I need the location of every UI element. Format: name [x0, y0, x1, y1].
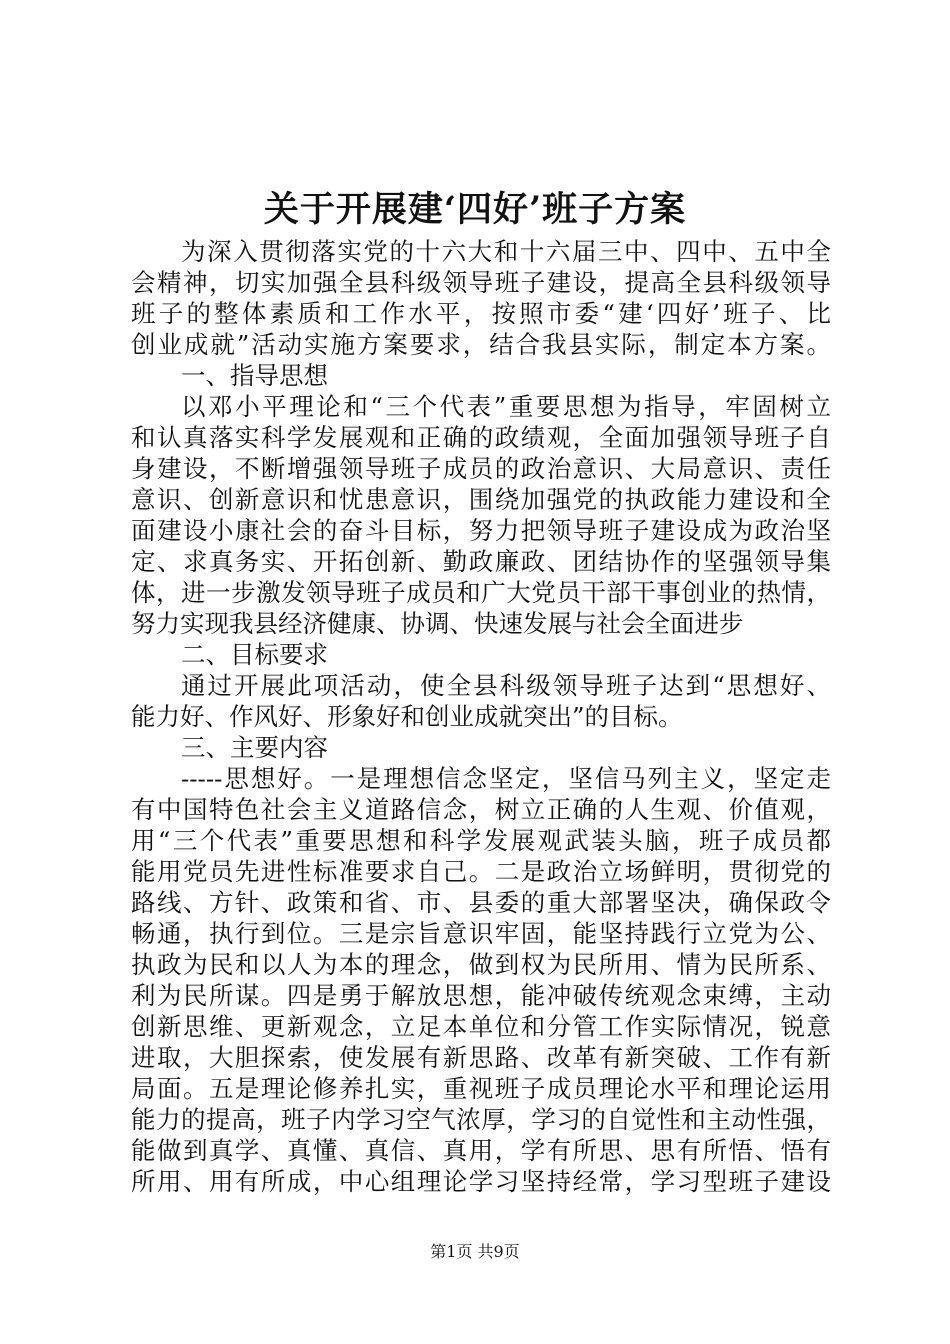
- document-title: 关于开展建‘四好’班子方案: [263, 189, 687, 230]
- paragraph-line: 有中国特色社会主义道路信念，树立正确的人生观、价值观，: [131, 795, 831, 824]
- page-footer: 第1页 共9页: [430, 1242, 520, 1261]
- document-body: [131, 236, 831, 1197]
- paragraph-line: 为深入贯彻落实党的十六大和十六届三中、四中、五中全: [181, 237, 831, 266]
- paragraph-line: 局面。五是理论修养扎实，重视班子成员理论水平和理论运用: [131, 1074, 831, 1103]
- paragraph-line: 和认真落实科学发展观和正确的政绩观，全面加强领导班子自: [131, 423, 831, 452]
- paragraph-line: 能力好、作风好、形象好和创业成就突出”的目标。: [131, 702, 683, 731]
- paragraph-line: 会精神，切实加强全县科级领导班子建设，提高全县科级领导: [131, 268, 831, 297]
- paragraph-line: 通过开展此项活动，使全县科级领导班子达到“思想好、: [181, 671, 831, 700]
- section-heading: 三、主要内容: [181, 733, 328, 762]
- paragraph-line: 意识、创新意识和忧患意识，围绕加强党的执政能力建设和全: [131, 485, 831, 514]
- paragraph-line: 进取，大胆探索，使发展有新思路、改革有新突破、工作有新: [131, 1043, 831, 1072]
- paragraph-line: 身建设，不断增强领导班子成员的政治意识、大局意识、责任: [131, 454, 831, 483]
- paragraph-line: 用“三个代表”重要思想和科学发展观武装头脑，班子成员都: [131, 826, 831, 855]
- paragraph-line: 以邓小平理论和“三个代表”重要思想为指导，牢固树立: [181, 392, 831, 421]
- paragraph-line: 能做到真学、真懂、真信、真用，学有所思、思有所悟、悟有: [131, 1136, 831, 1165]
- paragraph-line: 执政为民和以人为本的理念，做到权为民所用、情为民所系、: [131, 950, 831, 979]
- paragraph-line: 所用、用有所成，中心组理论学习坚持经常，学习型班子建设: [131, 1167, 831, 1196]
- paragraph-line: 创业成就”活动实施方案要求，结合我县实际，制定本方案。: [131, 330, 831, 359]
- paragraph-line: 体，进一步激发领导班子成员和广大党员干部干事创业的热情，: [131, 578, 831, 607]
- paragraph-line: 班子的整体素质和工作水平，按照市委“建‘四好’班子、比: [131, 299, 831, 328]
- paragraph-line: 畅通，执行到位。三是宗旨意识牢固，能坚持践行立党为公、: [131, 919, 831, 948]
- paragraph-line: 定、求真务实、开拓创新、勤政廉政、团结协作的坚强领导集: [131, 547, 831, 576]
- paragraph-line: 努力实现我县经济健康、协调、快速发展与社会全面进步: [131, 609, 744, 638]
- paragraph-line: 面建设小康社会的奋斗目标，努力把领导班子建设成为政治坚: [131, 516, 831, 545]
- paragraph-line: 能力的提高，班子内学习空气浓厚，学习的自觉性和主动性强，: [131, 1105, 831, 1134]
- paragraph-line: 路线、方针、政策和省、市、县委的重大部署坚决，确保政令: [131, 888, 831, 917]
- paragraph-line: 创新思维、更新观念，立足本单位和分管工作实际情况，锐意: [131, 1012, 831, 1041]
- paragraph-line: 利为民所谋。四是勇于解放思想，能冲破传统观念束缚，主动: [131, 981, 831, 1010]
- paragraph-line: -----思想好。一是理想信念坚定，坚信马列主义，坚定走: [181, 764, 831, 793]
- section-heading: 二、目标要求: [181, 640, 328, 669]
- paragraph-line: 能用党员先进性标准要求自己。二是政治立场鲜明，贯彻党的: [131, 857, 831, 886]
- section-heading: 一、指导思想: [181, 361, 328, 390]
